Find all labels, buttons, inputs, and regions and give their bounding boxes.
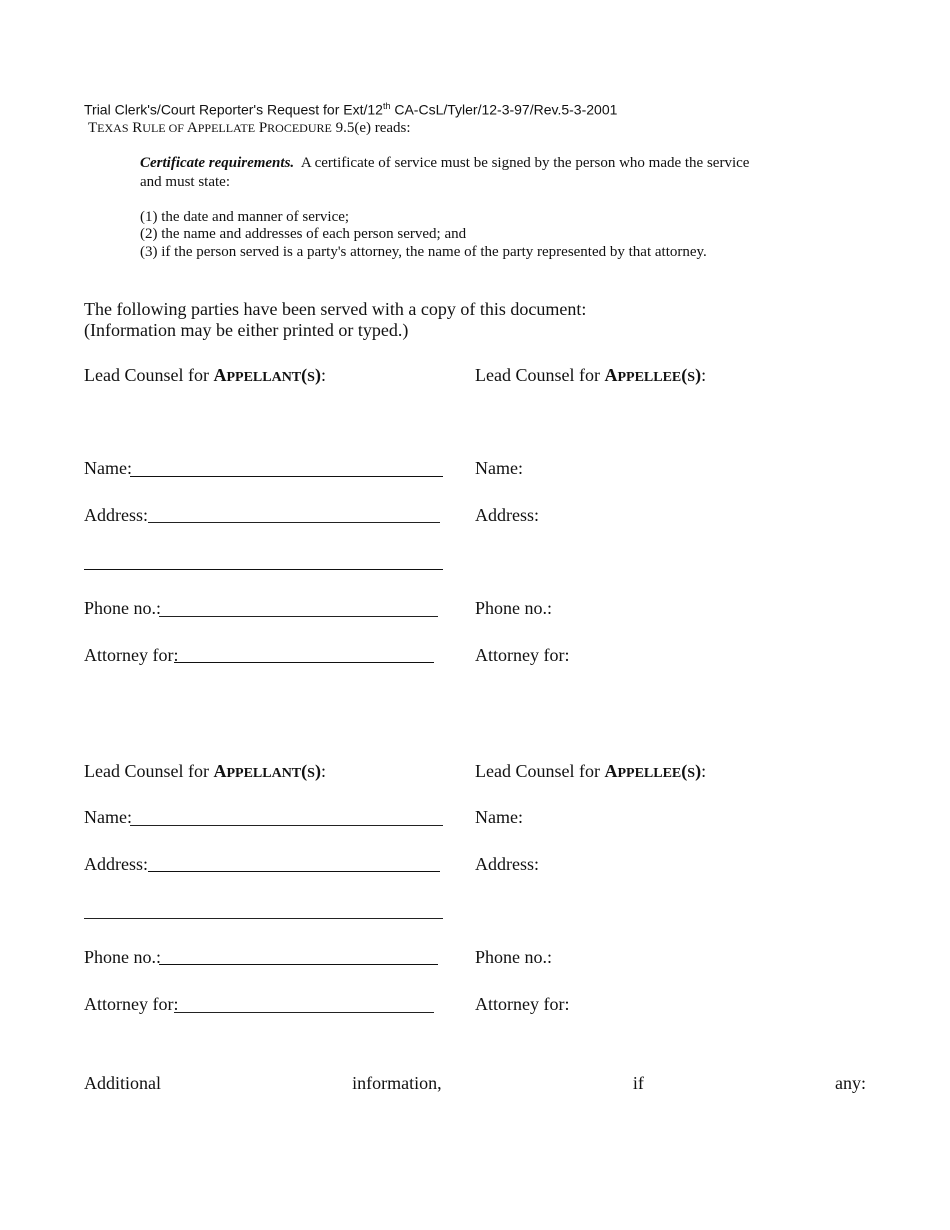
rule-intro: TEXAS RULE OF APPELLATE PROCEDURE 9.5(e) reads: (88, 120, 411, 136)
appellee-1-name-label: Name: (475, 458, 523, 478)
appellant-2-attorney-field[interactable] (174, 1012, 434, 1013)
appellant-1-phone-field[interactable] (159, 616, 438, 617)
lead-counsel-appellant-1: Lead Counsel for APPELLANT(S): (84, 365, 326, 385)
appellee-2-name-label: Name: (475, 807, 523, 827)
cert-requirements-line1: Certificate requirements. A certificate of service must be signed by the person who made the service (140, 155, 750, 171)
additional-word-2: information, (352, 1073, 442, 1093)
appellant-2-name-label: Name: (84, 807, 132, 827)
appellant-2-attorney-label: Attorney for: (84, 994, 179, 1014)
additional-information-line (84, 1073, 866, 1094)
rule-item-2: (2) the name and addresses of each person served; and (140, 226, 467, 242)
appellant-1-attorney-label: Attorney for: (84, 645, 179, 665)
lead-counsel-appellee-2: Lead Counsel for APPELLEE(S): (475, 761, 707, 781)
appellant-2-name-field[interactable] (130, 825, 443, 826)
lead-counsel-appellant-2: Lead Counsel for APPELLANT(S): (84, 761, 326, 781)
appellee-1-address-label: Address: (475, 505, 539, 525)
appellant-2-phone-label: Phone no.: (84, 947, 162, 967)
appellant-2-address-field[interactable] (148, 871, 440, 872)
appellee-1-phone-label: Phone no.: (475, 598, 553, 618)
additional-word-3: if (632, 1073, 644, 1093)
appellant-1-attorney-field[interactable] (174, 662, 434, 663)
appellant-1-phone-label: Phone no.: (84, 598, 162, 618)
appellant-2-address-line2-field[interactable] (84, 918, 443, 919)
appellee-1-attorney-label: Attorney for: (475, 645, 570, 665)
appellant-1-name-field[interactable] (130, 476, 443, 477)
additional-word-1: Additional (84, 1073, 161, 1093)
appellant-1-name-label: Name: (84, 458, 132, 478)
cert-requirements-line2: and must state: (140, 174, 230, 190)
appellant-1-address-field[interactable] (148, 522, 440, 523)
rule-item-1: (1) the date and manner of service; (140, 209, 350, 225)
appellee-2-attorney-label: Attorney for: (475, 994, 570, 1014)
form-id-header: Trial Clerk's/Court Reporter's Request for Ext/12th CA-CsL/Tyler/12-3-97/Rev.5-3-2001 (84, 101, 618, 118)
cert-heading: Certificate requirements. (140, 155, 295, 171)
appellant-1-address-label: Address: (84, 505, 148, 525)
additional-word-4: any: (835, 1073, 866, 1093)
appellee-2-phone-label: Phone no.: (475, 947, 553, 967)
appellant-2-address-label: Address: (84, 854, 148, 874)
served-statement: The following parties have been served with a copy of this document: (84, 299, 587, 319)
lead-counsel-appellee-1: Lead Counsel for APPELLEE(S): (475, 365, 707, 385)
appellant-2-phone-field[interactable] (159, 964, 438, 965)
rule-item-3: (3) if the person served is a party's attorney, the name of the party represented by that attorney. (140, 244, 707, 260)
served-note: (Information may be either printed or typed.) (84, 320, 409, 340)
appellee-2-address-label: Address: (475, 854, 539, 874)
appellant-1-address-line2-field[interactable] (84, 569, 443, 570)
